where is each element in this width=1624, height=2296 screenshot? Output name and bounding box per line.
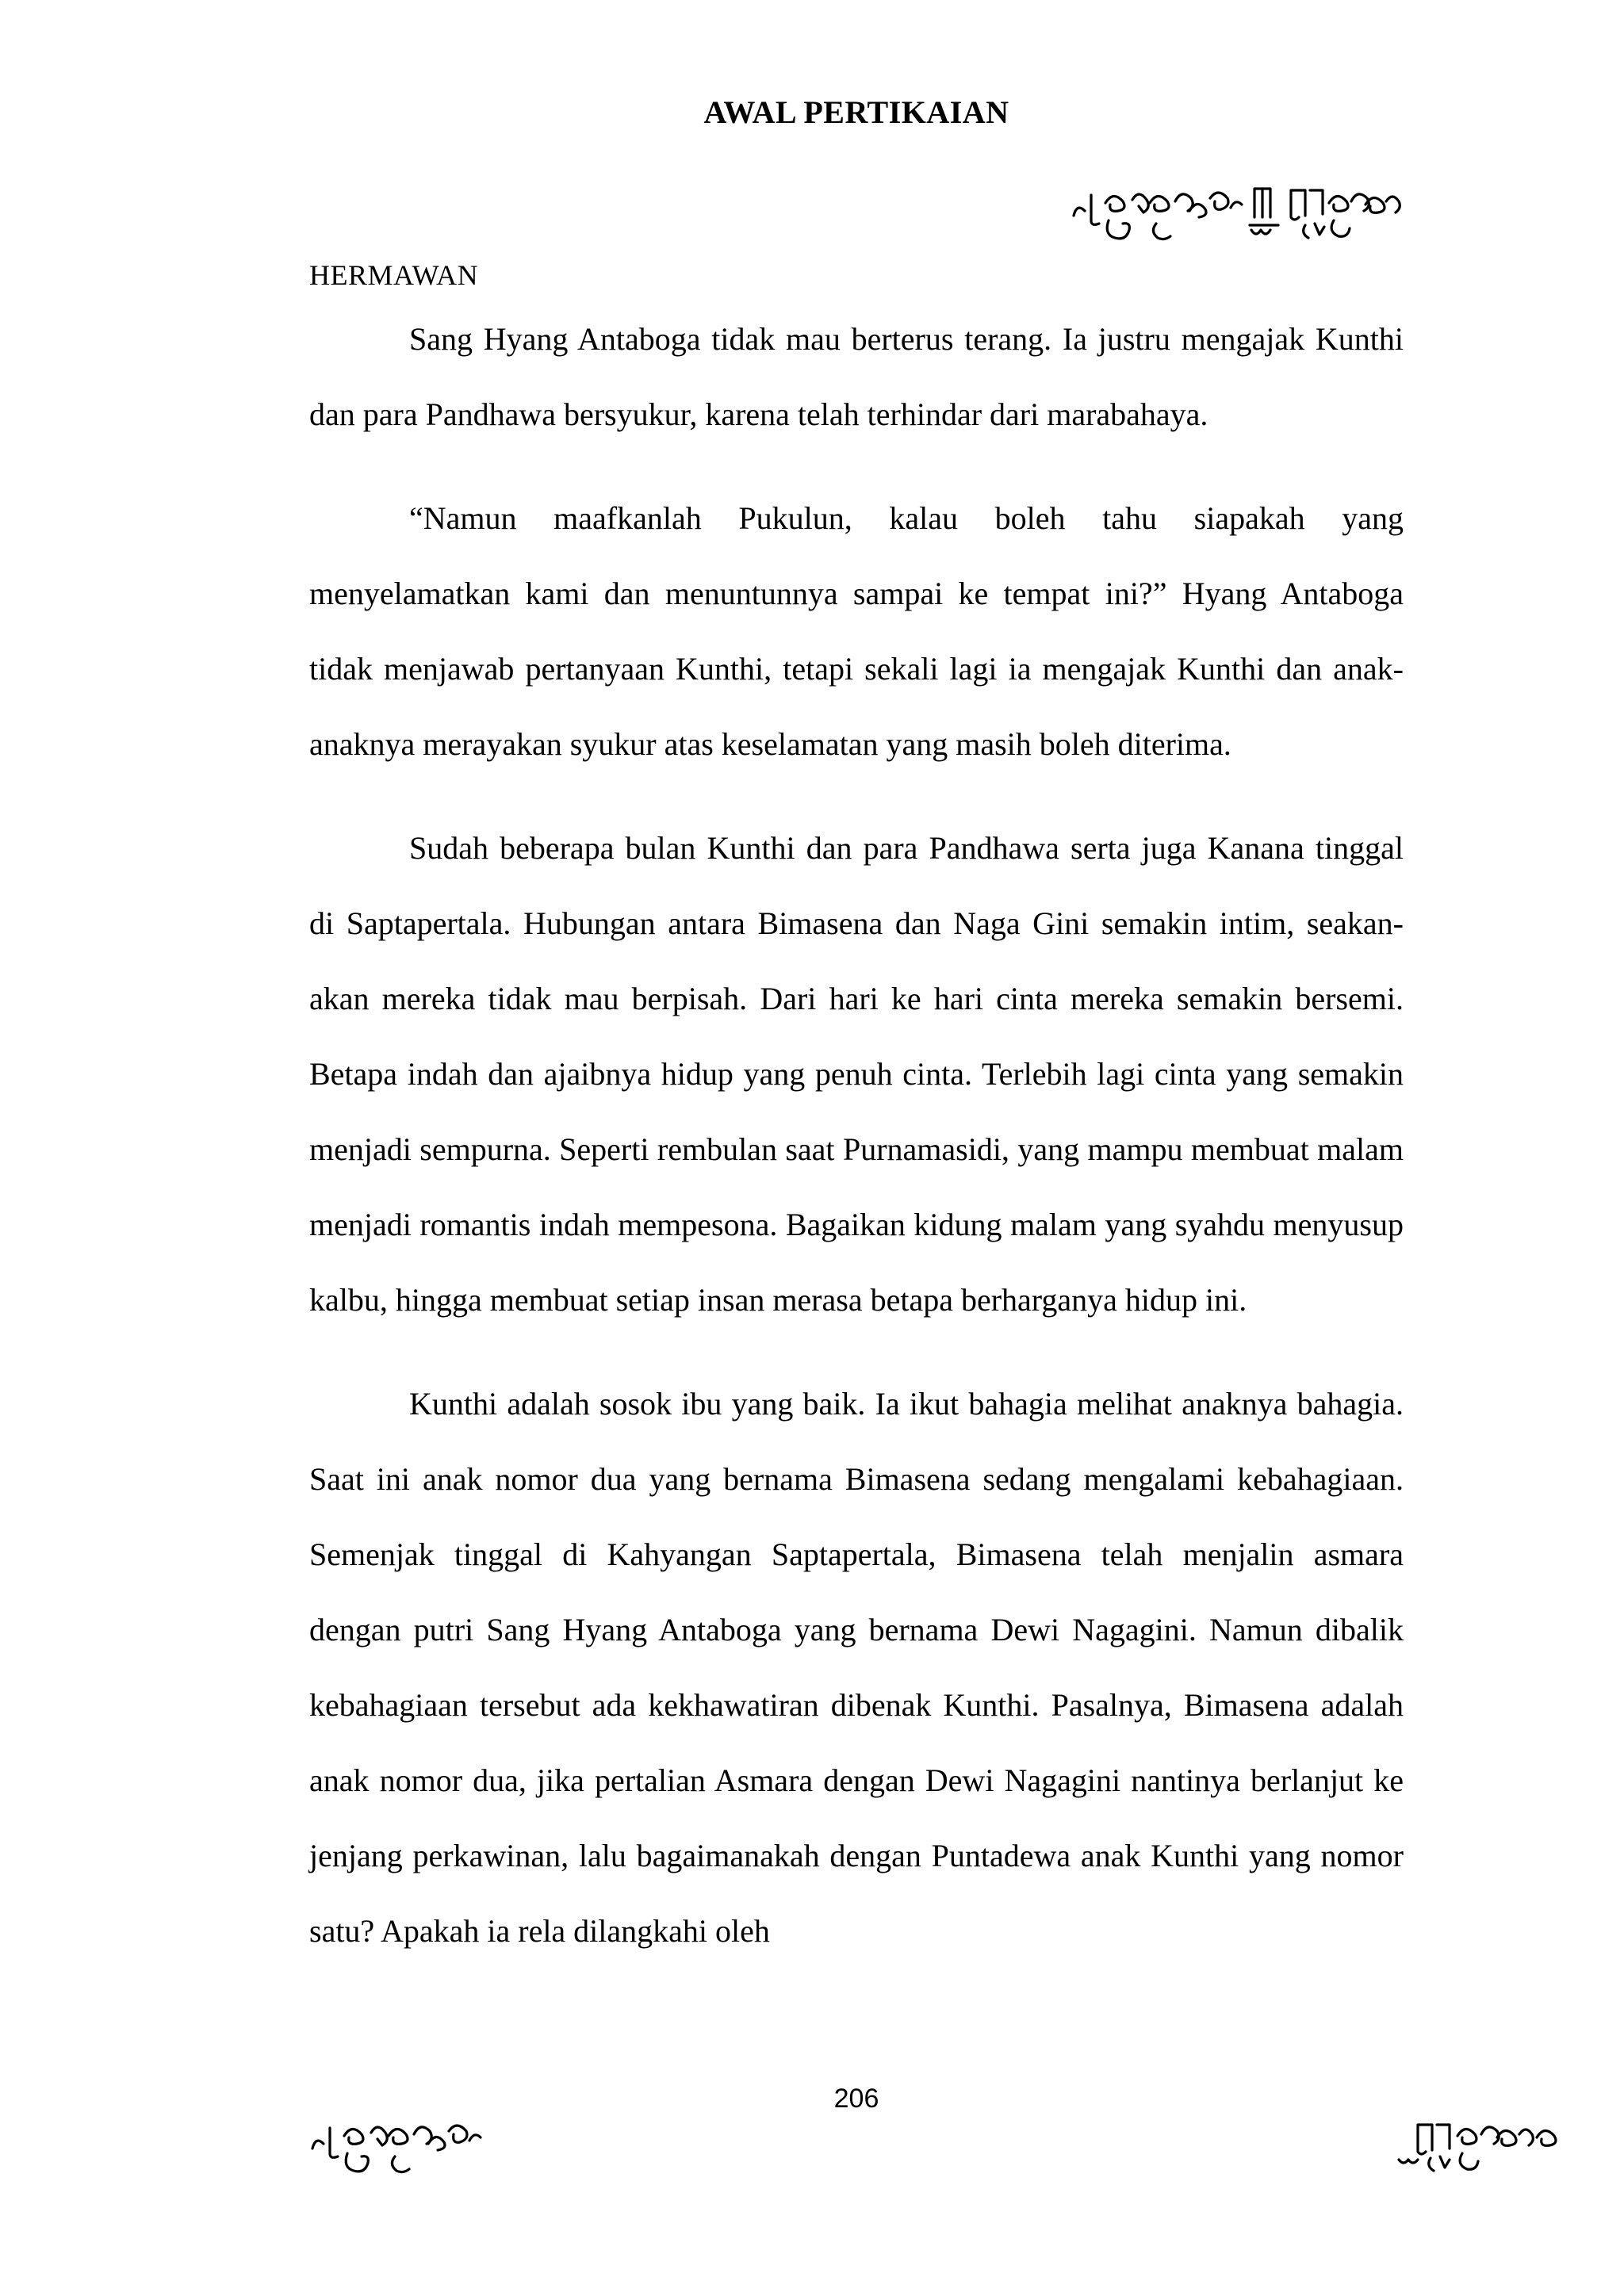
javanese-script-ornament-icon bbox=[1071, 176, 1404, 249]
paragraph: “Namun maafkanlah Pukulun, kalau boleh tahu siapakah yang menyelamatkan kami dan menuntunnya sampai ke tempat ini?” Hyang Antaboga tidak menjawab pertanyaan Kunthi, tetapi sekali lagi ia mengajak Kunthi dan anak-anaknya merayakan syukur atas keselamatan yang masih boleh diterima. bbox=[309, 500, 1404, 762]
paragraph: Sang Hyang Antaboga tidak mau berterus terang. Ia justru mengajak Kunthi dan para Pandhawa bersyukur, karena telah terhindar dari marabahaya. bbox=[309, 321, 1404, 432]
javanese-script-ornament-icon bbox=[309, 2110, 492, 2179]
page-title: AWAL PERTIKAIAN bbox=[703, 94, 1009, 130]
paragraph: Sudah beberapa bulan Kunthi dan para Pandhawa serta juga Kanana tinggal di Saptapertala. Hubungan antara Bimasena dan Naga Gini semakin intim, seakan-akan mereka tidak mau berpisah. Dari hari ke hari cinta mereka semakin bersemi. Betapa indah dan ajaibnya hidup yang penuh cinta. Terlebih lagi cinta yang semakin menjadi sempurna. Seperti rembulan saat Purnamasidi, yang mampu membuat malam menjadi romantis indah mempesona. Bagaikan kidung malam yang syahdu menyusup kalbu, hingga membuat setiap insan merasa betapa berharganya hidup ini. bbox=[309, 830, 1404, 1318]
javanese-script-ornament-icon bbox=[1394, 2110, 1564, 2179]
page-number: 206 bbox=[833, 2084, 879, 2114]
paragraph: Kunthi adalah sosok ibu yang baik. Ia ikut bahagia melihat anaknya bahagia. Saat ini anak nomor dua yang bernama Bimasena sedang mengalami kebahagiaan. Semenjak tinggal di Kahyangan Saptapertala, Bimasena telah menjalin asmara dengan putri Sang Hyang Antaboga yang bernama Dewi Nagagini. Namun dibalik kebahagiaan tersebut ada kekhawatiran dibenak Kunthi. Pasalnya, Bimasena adalah anak nomor dua, jika pertalian Asmara dengan Dewi Nagagini nantinya berlanjut ke jenjang perkawinan, lalu bagaimanakah dengan Puntadewa anak Kunthi yang nomor satu? Apakah ia rela dilangkahi oleh bbox=[309, 1386, 1404, 1949]
author-name: HERMAWAN bbox=[309, 259, 479, 291]
body-text bbox=[309, 301, 1404, 1997]
